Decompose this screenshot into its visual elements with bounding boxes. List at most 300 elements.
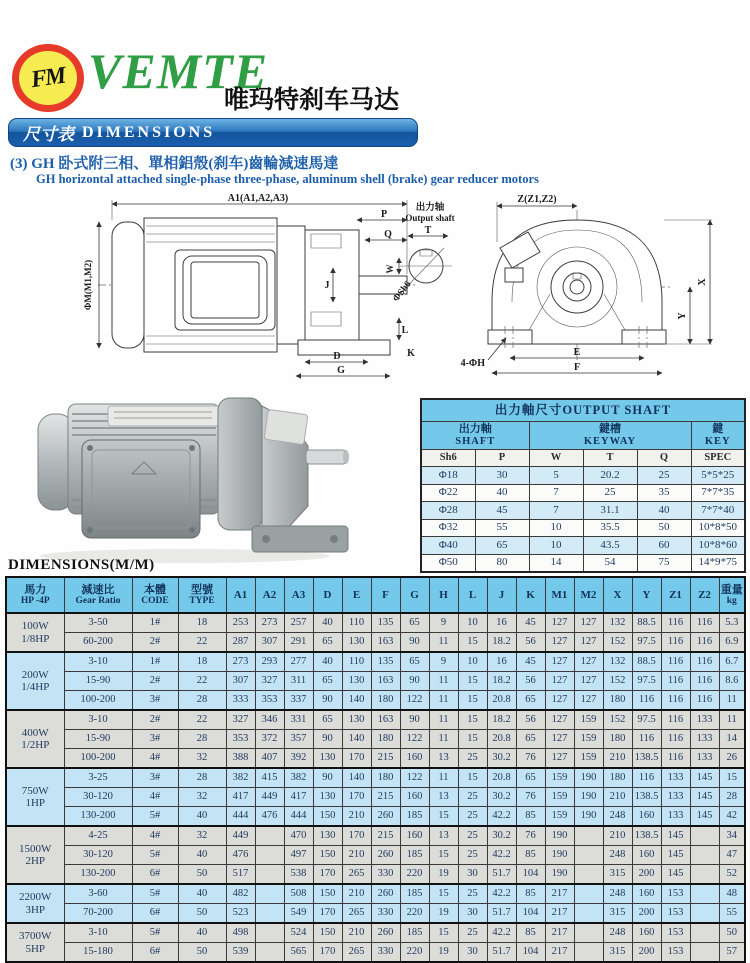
shaft-cell: Φ32 [421, 519, 475, 537]
dim-cell: 42.2 [487, 807, 516, 827]
dim-cell: 190 [545, 865, 574, 885]
dim-cell: 3# [132, 691, 178, 711]
dim-cell: 42 [719, 807, 745, 827]
dim-cell: 4# [132, 749, 178, 769]
banner-label-en: DIMENSIONS [82, 123, 216, 141]
power-cell: 1500W 2HP [6, 826, 64, 884]
dim-cell: 210 [342, 807, 371, 827]
dim-cell: 145 [690, 807, 719, 827]
dim-cell: 315 [603, 904, 632, 924]
dim-cell: 50 [178, 865, 226, 885]
dim-cell: 160 [632, 807, 661, 827]
dim-cell: 76 [516, 749, 545, 769]
dim-cell: 215 [371, 788, 400, 807]
dim-cell: 57 [719, 943, 745, 963]
dim-cell: 25 [458, 923, 487, 943]
dim-label-f: F [573, 362, 581, 373]
table-row [421, 484, 745, 502]
dim-cell: 6# [132, 865, 178, 885]
shaft-cell: Φ28 [421, 502, 475, 520]
dim-cell: 150 [313, 846, 342, 865]
dim-cell: 260 [371, 807, 400, 827]
dim-cell: 50 [178, 904, 226, 924]
table-row [6, 865, 745, 885]
dim-cell: 3# [132, 768, 178, 788]
dim-label-d: D [333, 351, 341, 362]
dim-cell: 116 [661, 691, 690, 711]
dim-cell [574, 846, 603, 865]
dim-cell: 116 [632, 730, 661, 749]
dim-cell: 190 [574, 807, 603, 827]
shaft-cell: 31.1 [583, 502, 637, 520]
power-cell: 100W 1/8HP [6, 613, 64, 652]
shaft-cell: 50 [637, 519, 691, 537]
dim-cell: 138.5 [632, 749, 661, 769]
dim-cell: 180 [603, 691, 632, 711]
dim-cell: 1# [132, 613, 178, 633]
table-row [6, 613, 745, 633]
dim-cell: 127 [545, 633, 574, 653]
dim-cell: 65 [516, 691, 545, 711]
dim-cell [255, 943, 284, 963]
table-row [6, 768, 745, 788]
dim-cell: 327 [255, 672, 284, 691]
dim-cell: 353 [255, 691, 284, 711]
output-shaft-table-body [421, 467, 745, 573]
dim-cell: 277 [284, 652, 313, 672]
dim-cell [255, 826, 284, 846]
dim-cell: 65 [313, 710, 342, 730]
dim-cell: 52 [719, 865, 745, 885]
dim-cell: 10 [458, 652, 487, 672]
dim-cell: 257 [284, 613, 313, 633]
dim-cell: 127 [574, 652, 603, 672]
dim-cell: 20.8 [487, 691, 516, 711]
dim-cell: 127 [545, 613, 574, 633]
dim-cell: 150 [313, 884, 342, 904]
dim-cell: 30.2 [487, 749, 516, 769]
dim-cell: 127 [545, 672, 574, 691]
shaft-cell: 60 [637, 537, 691, 555]
dim-cell: 260 [371, 884, 400, 904]
dim-cell [690, 923, 719, 943]
dim-cell: 122 [400, 691, 429, 711]
dim-cell: 127 [545, 691, 574, 711]
dim-cell: 104 [516, 865, 545, 885]
dim-cell: 13 [429, 788, 458, 807]
dim-cell: 382 [226, 768, 255, 788]
shaft-cell: 65 [475, 537, 529, 555]
dim-cell: 13 [429, 826, 458, 846]
dim-cell: 2# [132, 633, 178, 653]
dim-cell: 116 [661, 710, 690, 730]
dim-label-z: Z(Z1,Z2) [517, 194, 557, 205]
dim-label-x: X [697, 278, 708, 286]
dim-cell: 132 [603, 613, 632, 633]
dim-cell: 130 [313, 788, 342, 807]
dim-cell: 50 [178, 943, 226, 963]
shaft-cell: 35.5 [583, 519, 637, 537]
dim-cell: 11 [429, 768, 458, 788]
dim-label-l: L [401, 325, 409, 336]
dim-cell: 273 [226, 652, 255, 672]
dim-cell: 28 [178, 730, 226, 749]
dim-cell: 51.7 [487, 943, 516, 963]
table-row [6, 826, 745, 846]
dimensions-banner [8, 118, 418, 147]
dim-cell: 133 [690, 710, 719, 730]
dim-cell: 248 [603, 807, 632, 827]
dim-cell: 190 [545, 826, 574, 846]
shaft-cell: Φ50 [421, 554, 475, 572]
shaft-cell: 40 [637, 502, 691, 520]
dim-cell [255, 923, 284, 943]
dim-cell: 140 [342, 691, 371, 711]
dim-cell: 85 [516, 846, 545, 865]
dim-label-y: Y [677, 312, 688, 320]
dim-cell: 30 [458, 865, 487, 885]
dim-cell: 135 [371, 652, 400, 672]
dim-cell: 170 [313, 943, 342, 963]
dim-cell: 122 [400, 768, 429, 788]
dim-cell: 56 [516, 710, 545, 730]
dim-cell: 140 [342, 730, 371, 749]
dim-cell: 220 [400, 904, 429, 924]
dim-cell: 18.2 [487, 633, 516, 653]
dim-cell: 90 [400, 672, 429, 691]
dim-cell: 127 [545, 749, 574, 769]
brand-logo-text: FM [29, 62, 67, 93]
dim-cell: 130 [342, 633, 371, 653]
dim-cell: 248 [603, 884, 632, 904]
dim-cell: 18.2 [487, 672, 516, 691]
dim-cell: 307 [255, 633, 284, 653]
dim-cell: 32 [178, 788, 226, 807]
dim-cell: 56 [516, 672, 545, 691]
power-cell: 200W 1/4HP [6, 652, 64, 710]
dim-cell: 159 [574, 710, 603, 730]
shaft-col-header: W [529, 450, 583, 467]
brand-logo [12, 44, 84, 112]
dim-cell: 4# [132, 788, 178, 807]
shaft-cell: 7 [529, 502, 583, 520]
dim-cell: 170 [342, 826, 371, 846]
dim-cell: 1# [132, 652, 178, 672]
dim-cell: 127 [574, 672, 603, 691]
dim-cell: 47 [719, 846, 745, 865]
dim-cell: 160 [400, 826, 429, 846]
dim-cell: 45 [516, 613, 545, 633]
dim-cell: 15-90 [64, 672, 132, 691]
dim-cell: 140 [342, 768, 371, 788]
dim-cell: 15 [458, 672, 487, 691]
dim-cell: 116 [661, 613, 690, 633]
dim-cell: 210 [342, 923, 371, 943]
dim-cell: 110 [342, 613, 371, 633]
dim-cell: 116 [661, 672, 690, 691]
dim-cell: 3-60 [64, 884, 132, 904]
dim-cell: 153 [661, 943, 690, 963]
dim-cell: 160 [400, 788, 429, 807]
dim-cell: 30.2 [487, 788, 516, 807]
dim-label-sh6: ΦSh6 [391, 279, 414, 304]
dim-cell: 180 [371, 730, 400, 749]
dim-cell: 6.9 [719, 633, 745, 653]
shaft-cell: Φ18 [421, 467, 475, 485]
shaft-cell: Φ40 [421, 537, 475, 555]
dim-col-header: J [487, 577, 516, 613]
dim-cell: 28 [719, 788, 745, 807]
dim-label-g: G [337, 365, 345, 376]
output-shaft-table-head [421, 399, 745, 467]
dim-cell: 25 [458, 826, 487, 846]
dim-cell: 130 [313, 826, 342, 846]
dim-cell: 160 [632, 846, 661, 865]
dim-cell: 32 [178, 749, 226, 769]
dim-cell: 15 [458, 730, 487, 749]
dim-cell: 127 [574, 613, 603, 633]
dim-cell: 159 [545, 768, 574, 788]
dim-cell: 185 [400, 923, 429, 943]
dim-cell: 293 [255, 652, 284, 672]
dim-cell: 9 [429, 652, 458, 672]
dim-cell: 138.5 [632, 826, 661, 846]
dim-col-header: 減速比 Gear Ratio [64, 577, 132, 613]
dim-label-t: T [424, 225, 432, 236]
dim-cell: 549 [284, 904, 313, 924]
output-shaft-label-cn: 出力轴 [415, 203, 445, 213]
dim-cell: 60-200 [64, 633, 132, 653]
dim-cell: 330 [371, 865, 400, 885]
dim-cell: 15-90 [64, 730, 132, 749]
dim-cell: 133 [661, 807, 690, 827]
dim-cell: 104 [516, 904, 545, 924]
dim-cell [574, 943, 603, 963]
shaft-cell: 80 [475, 554, 529, 572]
dim-cell: 40 [178, 846, 226, 865]
shaft-cell: 7*7*35 [691, 484, 745, 502]
dim-col-header: M2 [574, 577, 603, 613]
dim-cell: 220 [400, 865, 429, 885]
dim-cell: 122 [400, 730, 429, 749]
dim-cell: 145 [661, 865, 690, 885]
shaft-cell: 43.5 [583, 537, 637, 555]
dim-cell: 160 [632, 884, 661, 904]
dim-col-header: Z1 [661, 577, 690, 613]
dim-cell: 210 [603, 826, 632, 846]
dim-cell: 28 [178, 691, 226, 711]
dim-cell [255, 904, 284, 924]
dim-cell: 508 [284, 884, 313, 904]
dim-col-header: Y [632, 577, 661, 613]
dim-cell: 2# [132, 710, 178, 730]
power-cell: 400W 1/2HP [6, 710, 64, 768]
dim-cell: 200 [632, 943, 661, 963]
dim-cell: 8.6 [719, 672, 745, 691]
dim-cell: 13 [429, 749, 458, 769]
dim-cell: 11 [429, 633, 458, 653]
dim-cell [574, 923, 603, 943]
output-shaft-table [420, 398, 746, 573]
dim-cell: 42.2 [487, 923, 516, 943]
dim-cell: 291 [284, 633, 313, 653]
dim-col-header: G [400, 577, 429, 613]
dim-cell: 145 [690, 788, 719, 807]
dim-cell: 180 [603, 730, 632, 749]
dim-cell: 315 [603, 865, 632, 885]
dim-cell: 217 [545, 904, 574, 924]
dim-cell: 138.5 [632, 788, 661, 807]
dim-label-k: K [407, 348, 415, 359]
shaft-cell: 55 [475, 519, 529, 537]
dim-cell: 210 [603, 749, 632, 769]
dim-cell: 417 [284, 788, 313, 807]
dim-cell: 253 [226, 613, 255, 633]
dim-cell: 150 [313, 923, 342, 943]
dim-cell: 65 [313, 672, 342, 691]
dim-cell [574, 884, 603, 904]
dim-cell: 116 [661, 730, 690, 749]
brand-name: VEMTE [88, 43, 269, 99]
dim-cell: 5# [132, 807, 178, 827]
dim-cell: 76 [516, 826, 545, 846]
dim-cell [574, 904, 603, 924]
dim-label-j: J [324, 280, 330, 291]
dim-cell: 444 [226, 807, 255, 827]
dim-cell: 116 [661, 749, 690, 769]
table-row [6, 884, 745, 904]
dim-cell: 11 [429, 730, 458, 749]
dim-cell: 539 [226, 943, 255, 963]
dim-cell: 170 [313, 865, 342, 885]
dim-cell: 22 [178, 672, 226, 691]
dim-cell: 170 [342, 749, 371, 769]
dim-cell: 444 [284, 807, 313, 827]
dim-cell: 315 [603, 943, 632, 963]
shaft-cell: 5*5*25 [691, 467, 745, 485]
dim-cell: 159 [545, 788, 574, 807]
dim-cell: 85 [516, 884, 545, 904]
table-row [421, 519, 745, 537]
dim-cell: 163 [371, 633, 400, 653]
dim-cell: 470 [284, 826, 313, 846]
dim-cell: 97.5 [632, 710, 661, 730]
dim-cell: 3-10 [64, 652, 132, 672]
dim-cell: 15 [429, 846, 458, 865]
power-cell: 3700W 5HP [6, 923, 64, 962]
dim-cell: 6# [132, 943, 178, 963]
dim-cell: 65 [400, 652, 429, 672]
dim-cell: 5# [132, 846, 178, 865]
dim-cell: 28 [178, 768, 226, 788]
dim-cell: 6# [132, 904, 178, 924]
dim-cell: 185 [400, 807, 429, 827]
dim-cell: 417 [226, 788, 255, 807]
dim-cell: 260 [371, 846, 400, 865]
dim-cell: 40 [178, 884, 226, 904]
dim-cell: 4# [132, 826, 178, 846]
dim-cell: 327 [226, 710, 255, 730]
dim-cell: 538 [284, 865, 313, 885]
table-row [421, 502, 745, 520]
table-row [6, 904, 745, 924]
dim-cell: 3-10 [64, 710, 132, 730]
dim-cell: 85 [516, 807, 545, 827]
dim-cell: 26 [719, 749, 745, 769]
dim-cell: 372 [255, 730, 284, 749]
dim-cell [690, 865, 719, 885]
dim-cell: 190 [574, 788, 603, 807]
dim-cell: 170 [342, 788, 371, 807]
dim-cell: 19 [429, 904, 458, 924]
dim-cell: 116 [661, 633, 690, 653]
dim-cell: 6.7 [719, 652, 745, 672]
dim-cell: 415 [255, 768, 284, 788]
dim-cell: 100-200 [64, 749, 132, 769]
dim-cell: 287 [226, 633, 255, 653]
dim-cell: 18 [178, 652, 226, 672]
shaft-cell: 10*8*50 [691, 519, 745, 537]
dim-cell: 517 [226, 865, 255, 885]
dim-cell: 190 [545, 846, 574, 865]
dim-cell: 88.5 [632, 652, 661, 672]
brand-name-chinese: 唯玛特刹车马达 [224, 87, 400, 114]
dim-cell: 163 [371, 710, 400, 730]
dim-cell: 18.2 [487, 710, 516, 730]
dimensions-table [5, 576, 746, 963]
dim-cell: 11 [719, 691, 745, 711]
table-row [6, 943, 745, 963]
dim-cell: 25 [458, 884, 487, 904]
dim-cell: 135 [371, 613, 400, 633]
dim-cell: 116 [632, 691, 661, 711]
dim-cell: 133 [661, 788, 690, 807]
dim-cell: 40 [178, 807, 226, 827]
dim-label-e: E [573, 347, 581, 358]
dim-cell: 97.5 [632, 633, 661, 653]
dim-cell: 210 [603, 788, 632, 807]
dim-cell: 152 [603, 710, 632, 730]
dim-cell: 85 [516, 923, 545, 943]
dim-cell: 159 [545, 807, 574, 827]
dim-cell: 133 [690, 749, 719, 769]
dim-cell: 22 [178, 633, 226, 653]
dim-cell: 30 [458, 943, 487, 963]
dim-cell: 150 [313, 807, 342, 827]
dim-cell: 127 [545, 652, 574, 672]
dim-cell: 22 [178, 710, 226, 730]
dim-cell: 97.5 [632, 672, 661, 691]
dim-cell: 25 [458, 749, 487, 769]
dim-cell: 145 [690, 768, 719, 788]
dim-label-p: P [380, 209, 388, 220]
dim-cell: 210 [342, 846, 371, 865]
dim-cell: 11 [429, 691, 458, 711]
dim-cell: 330 [371, 943, 400, 963]
section-title-en: GH horizontal attached single-phase three-phase, aluminum shell (brake) gear reducer motors [36, 172, 539, 186]
dim-cell: 180 [603, 768, 632, 788]
dim-cell: 311 [284, 672, 313, 691]
dim-cell [255, 846, 284, 865]
table-row [6, 652, 745, 672]
shaft-cell: 75 [637, 554, 691, 572]
dim-cell: 25 [458, 807, 487, 827]
dim-cell: 15-180 [64, 943, 132, 963]
dim-cell: 382 [284, 768, 313, 788]
dim-cell [255, 865, 284, 885]
dim-cell: 163 [371, 672, 400, 691]
dim-cell: 65 [516, 730, 545, 749]
